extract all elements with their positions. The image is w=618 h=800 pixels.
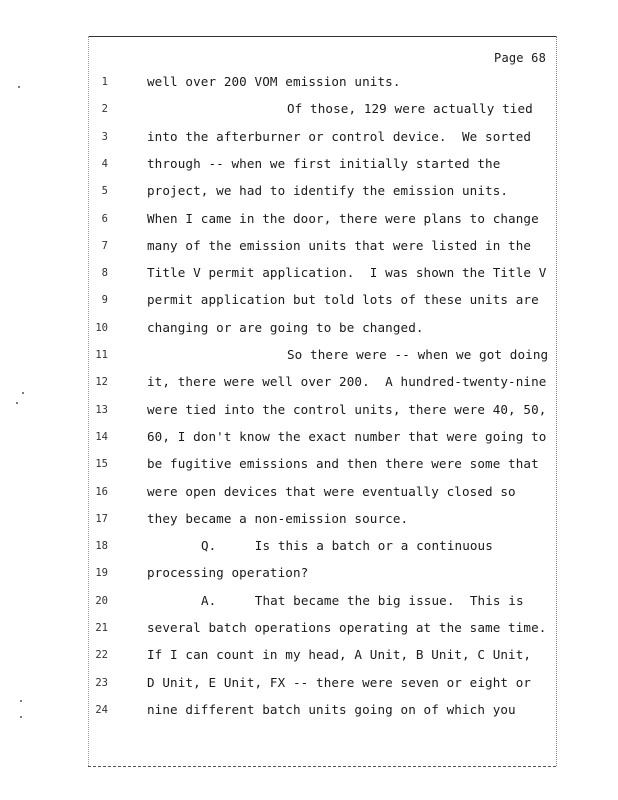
line-number: 24 <box>95 703 108 716</box>
line-text: A. That became the big issue. This is <box>201 592 524 608</box>
line-number: 3 <box>101 130 108 143</box>
transcript-line <box>0 646 618 666</box>
line-text: Of those, 129 were actually tied <box>287 101 533 117</box>
line-text: permit application but told lots of these units are <box>147 292 539 308</box>
line-number: 10 <box>95 321 108 334</box>
transcript-line <box>0 210 618 230</box>
line-number: 7 <box>101 239 108 252</box>
line-number: 5 <box>101 185 108 198</box>
transcript-line <box>0 346 618 366</box>
line-text: Title V permit application. I was shown the Title V <box>147 265 547 281</box>
transcript-line <box>0 264 618 284</box>
transcript-line <box>0 401 618 421</box>
line-text: 60, I don't know the exact number that were going to <box>147 428 547 444</box>
transcript-line <box>0 73 618 93</box>
line-number: 18 <box>95 540 108 553</box>
line-text: nine different batch units going on of which you <box>147 701 516 717</box>
line-text: many of the emission units that were listed in the <box>147 237 532 253</box>
line-number: 2 <box>101 103 108 116</box>
line-number: 14 <box>95 430 108 443</box>
line-number: 21 <box>95 622 108 634</box>
line-text: Q. Is this a batch or a continuous <box>201 538 493 554</box>
line-number: 11 <box>95 349 108 361</box>
line-number: 23 <box>95 676 108 689</box>
line-number: 20 <box>95 594 108 607</box>
transcript-line <box>0 510 618 530</box>
line-text: they became a non-emission source. <box>147 510 409 526</box>
line-text: it, there were well over 200. A hundred-twenty-nine <box>147 374 547 390</box>
transcript-line <box>0 564 618 584</box>
scan-speck <box>22 392 24 394</box>
line-number: 1 <box>101 76 108 88</box>
line-number: 6 <box>101 212 108 225</box>
line-number: 16 <box>95 485 108 498</box>
transcript-line <box>0 237 618 257</box>
transcript-line <box>0 592 618 612</box>
scan-speck <box>16 402 18 404</box>
transcript-line <box>0 182 618 202</box>
page-number: Page 68 <box>494 51 546 65</box>
transcript-line <box>0 319 618 339</box>
transcript-line <box>0 483 618 503</box>
line-number: 13 <box>95 403 108 416</box>
line-text: well over 200 VOM emission units. <box>147 74 401 89</box>
line-text: D Unit, E Unit, FX -- there were seven or eight or <box>147 674 532 690</box>
transcript-line <box>0 100 618 120</box>
line-text: When I came in the door, there were plans to change <box>147 210 539 226</box>
line-text: through -- when we first initially started the <box>147 155 501 171</box>
line-text: were tied into the control units, there were 40, 50, <box>147 401 547 417</box>
line-text: were open devices that were eventually closed so <box>147 483 516 499</box>
line-text: processing operation? <box>147 565 309 581</box>
line-number: 19 <box>95 567 108 580</box>
line-text: several batch operations operating at the same time. <box>147 620 547 635</box>
line-number: 17 <box>95 512 108 525</box>
line-number: 12 <box>95 376 108 389</box>
line-number: 8 <box>101 267 108 280</box>
transcript-line <box>0 428 618 448</box>
line-number: 15 <box>95 458 108 471</box>
line-text: So there were -- when we got doing <box>287 347 549 362</box>
transcript-line <box>0 373 618 393</box>
transcript-line <box>0 291 618 311</box>
scan-speck <box>20 716 22 718</box>
scan-speck <box>18 86 20 88</box>
line-text: project, we had to identify the emission units. <box>147 183 509 199</box>
transcript-line <box>0 701 618 721</box>
transcript-line <box>0 619 618 639</box>
line-number: 9 <box>101 294 108 307</box>
transcript-line <box>0 537 618 557</box>
top-rule <box>88 36 556 37</box>
line-number: 22 <box>95 649 108 662</box>
line-text: into the afterburner or control device. We sorted <box>147 128 532 144</box>
transcript-line <box>0 674 618 694</box>
line-number: 4 <box>101 157 108 170</box>
line-text: be fugitive emissions and then there were some that <box>147 456 539 472</box>
bottom-rule <box>88 766 556 767</box>
transcript-line <box>0 128 618 148</box>
line-text: If I can count in my head, A Unit, B Unit, C Unit, <box>147 647 532 663</box>
line-text: changing or are going to be changed. <box>147 319 424 335</box>
transcript-line <box>0 155 618 175</box>
scan-speck <box>20 700 22 702</box>
transcript-line <box>0 455 618 475</box>
